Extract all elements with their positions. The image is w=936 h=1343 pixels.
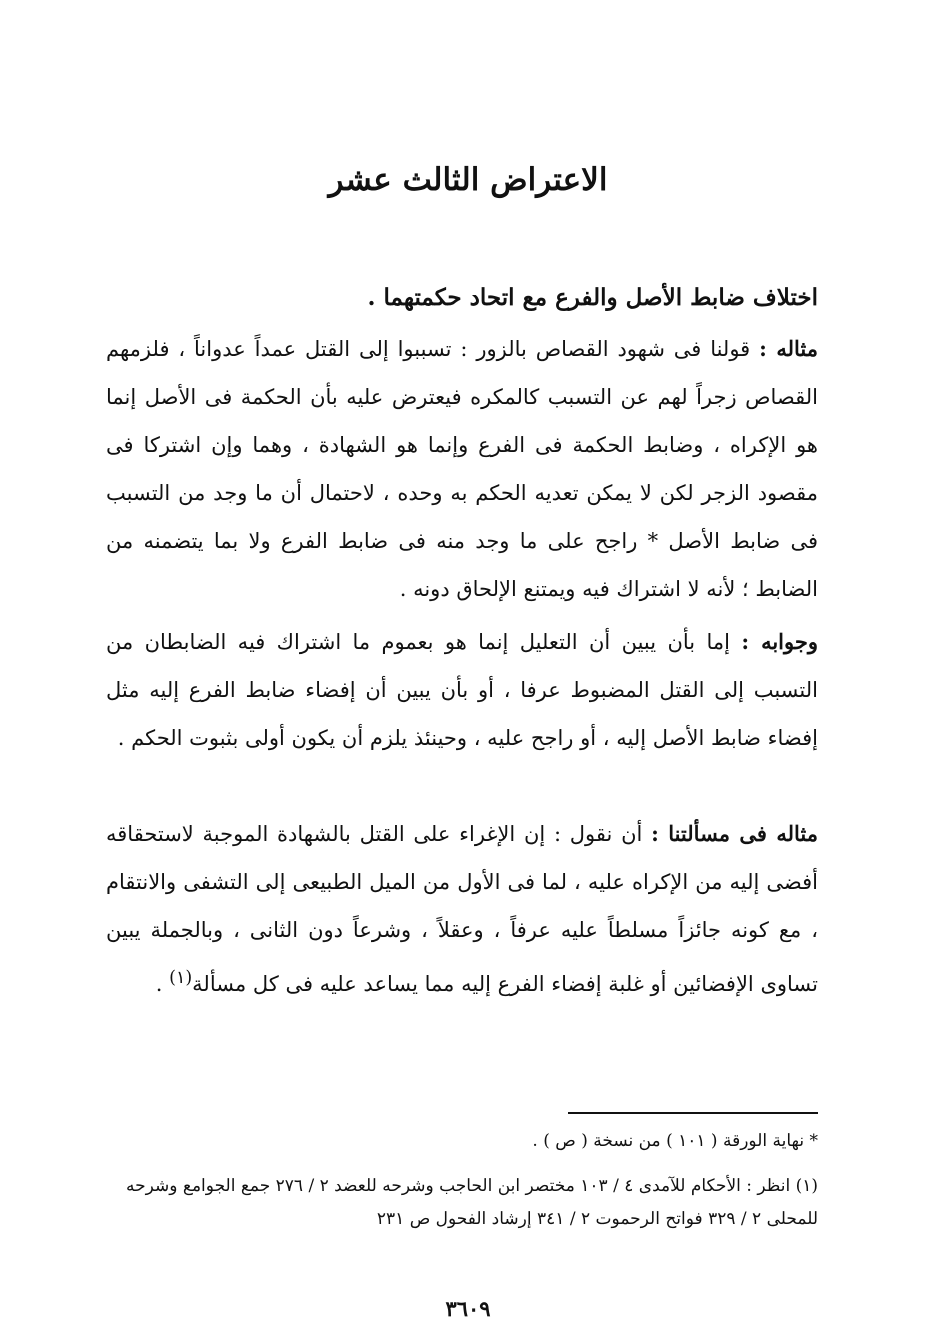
example-lead: مثاله :	[759, 336, 818, 361]
chapter-title: الاعتراض الثالث عشر	[328, 162, 608, 198]
application-text: أن نقول : إن الإغراء على القتل بالشهادة الموجبة لاستحقاقه أفضى إليه من الإكراه عليه ، لما فى الأول من الميل الطبيعى إلى التشفى والانتقام ، مع كونه جائزاً مسلطاً عليه عرفاً ، وعقلاً ، وشرعاً دون الثانى ، وبالجملة يبين تساوى الإفضائين أو غلبة إفضاء الفرع إليه مما يساعد عليه فى كل مسألة	[106, 822, 818, 996]
example-text: قولنا فى شهود القصاص بالزور : تسببوا إلى القتل عمداً عدواناً ، فلزمهم القصاص زجراً لهم عن التسبب كالمكره فيعترض عليه بأن الحكمة فى الأصل إنما هو الإكراه ، وضابط الحكمة فى الفرع وإنما هو الشهادة ، وهما وإن اشتركا فى مقصود الزجر لكن لا يمكن تعديه الحكم به وحده ، لاحتمال أن ما وجد من التسبب فى ضابط الأصل * راجح على ما وجد منه فى ضابط الفرع ولا بما يتضمنه من الضابط ؛ لأنه لا اشتراك فيه ويمتنع الإلحاق دونه .	[106, 337, 818, 601]
application-paragraph	[106, 810, 818, 1008]
answer-paragraph	[106, 618, 818, 762]
page-number: ٣٦٠٩	[445, 1296, 491, 1321]
answer-text: إما بأن يبين أن التعليل إنما هو بعموم ما اشتراك فيه الضابطان من التسبب إلى القتل المضبوط عرفا ، أو بأن يبين أن إفضاء ضابط الفرع إليه مثل إفضاء ضابط الأصل إليه ، أو راجح عليه ، وحينئذ يلزم أن يكون أولى بثبوت الحكم .	[106, 630, 818, 750]
footnote-one: (١) انظر : الأحكام للآمدى ٤ / ١٠٣ مختصر ابن الحاجب وشرحه للعضد ٢ / ٢٧٦ جمع الجوامع وشرحه للمحلى ٢ / ٣٢٩ فواتح الرحموت ٢ / ٣٤١ إرشاد الفحول ص ٢٣١	[126, 1176, 818, 1229]
footnote-divider	[568, 1112, 818, 1114]
example-paragraph	[106, 325, 818, 613]
application-lead: مثاله فى مسألتنا :	[651, 821, 818, 846]
footnote-reference: (١)	[169, 968, 193, 988]
footnote-star: * نهاية الورقة ( ١٠١ ) من نسخة ( ص ) .	[532, 1131, 818, 1151]
application-end: .	[155, 972, 170, 996]
answer-lead: وجوابه :	[741, 629, 818, 654]
section-subtitle: اختلاف ضابط الأصل والفرع مع اتحاد حكمتهما .	[367, 284, 818, 311]
